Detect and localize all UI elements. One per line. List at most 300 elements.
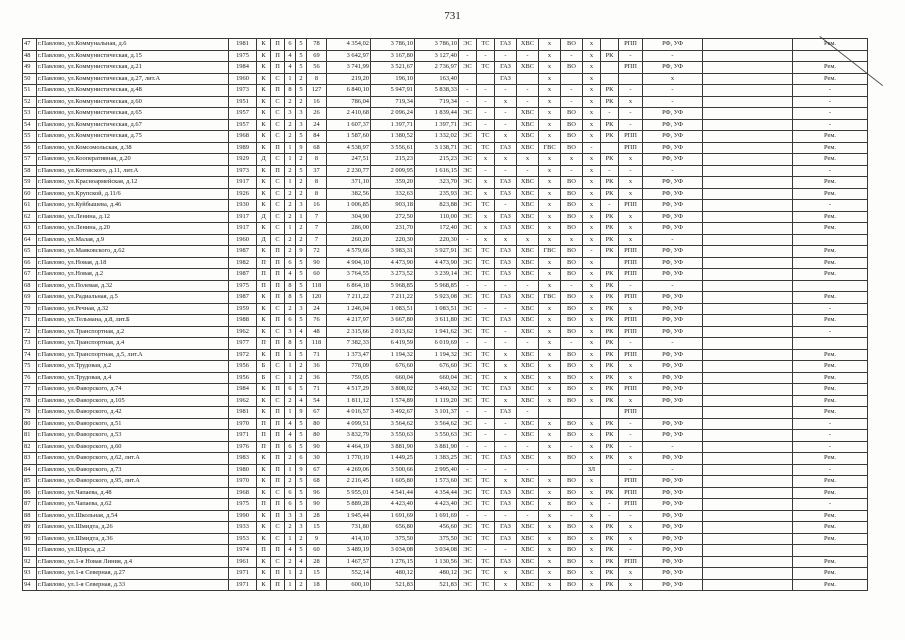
table-cell: 660,04 <box>371 372 415 384</box>
table-cell: ХВС <box>517 522 539 534</box>
table-cell: 1 <box>285 223 296 235</box>
table-cell: х <box>561 234 583 246</box>
table-cell: ВО <box>561 418 583 430</box>
table-cell: С <box>271 395 285 407</box>
table-cell: ЭС <box>459 315 477 327</box>
table-cell: 1971 <box>229 579 257 591</box>
table-cell: 731,80 <box>327 522 371 534</box>
table-cell: 87 <box>23 499 37 511</box>
table-cell: 375,50 <box>415 533 459 545</box>
table-cell: П <box>271 510 285 522</box>
table-cell: К <box>257 108 271 120</box>
table-cell: 5 <box>296 257 307 269</box>
table-cell: ХВС <box>517 62 539 74</box>
table-cell: 2 009,95 <box>371 165 415 177</box>
table-row <box>23 73 868 85</box>
table-cell: РК <box>601 211 619 223</box>
table-cell <box>703 395 793 407</box>
table-cell: ЭС <box>459 142 477 154</box>
table-cell: - <box>495 108 517 120</box>
table-cell: 6 019,69 <box>415 338 459 350</box>
table-cell: РК <box>601 96 619 108</box>
table-cell: 1917 <box>229 211 257 223</box>
table-cell: - <box>517 441 539 453</box>
table-cell: 1 397,71 <box>371 119 415 131</box>
table-cell: - <box>477 464 495 476</box>
table-cell: 1957 <box>229 108 257 120</box>
table-cell: х <box>619 453 643 465</box>
table-cell: ЭС <box>459 395 477 407</box>
table-cell: 2 <box>285 303 296 315</box>
table-cell: 1977 <box>229 338 257 350</box>
table-cell: 80 <box>23 418 37 430</box>
table-cell: РК <box>601 246 619 258</box>
table-cell: х <box>495 579 517 591</box>
table-cell: 480,12 <box>371 568 415 580</box>
table-cell: ХВС <box>517 545 539 557</box>
table-cell: ГАЗ <box>495 211 517 223</box>
table-cell: 1917 <box>229 177 257 189</box>
table-cell: 1 811,12 <box>327 395 371 407</box>
table-cell: 676,60 <box>371 361 415 373</box>
table-cell: П <box>271 579 285 591</box>
table-cell: - <box>477 418 495 430</box>
table-cell: РПП <box>619 39 643 51</box>
table-cell: 118 <box>307 280 327 292</box>
table-cell: ЭС <box>459 487 477 499</box>
table-cell: ГАЗ <box>495 223 517 235</box>
table-cell: 60 <box>23 188 37 200</box>
table-cell: 1962 <box>229 326 257 338</box>
table-cell: 1 587,60 <box>327 131 371 143</box>
table-cell: 5 <box>296 131 307 143</box>
table-cell: ВО <box>561 384 583 396</box>
table-cell: ГАЗ <box>495 487 517 499</box>
table-cell: П <box>271 430 285 442</box>
table-cell: 5 <box>296 292 307 304</box>
table-cell: х <box>539 361 561 373</box>
table-cell: 3 786,10 <box>415 39 459 51</box>
table-cell: РФ, УФ <box>643 384 703 396</box>
table-cell: 5 <box>296 269 307 281</box>
table-cell: 4 217,97 <box>327 315 371 327</box>
table-cell: х <box>539 200 561 212</box>
table-cell: - <box>459 464 477 476</box>
table-cell: 2 <box>285 188 296 200</box>
table-cell: 3 <box>285 326 296 338</box>
table-cell: К <box>257 292 271 304</box>
table-cell: 6 <box>285 384 296 396</box>
table-cell: К <box>257 464 271 476</box>
table-cell: К <box>257 142 271 154</box>
table-cell: ЭС <box>459 568 477 580</box>
table-cell: х <box>495 372 517 384</box>
table-cell: 66 <box>23 257 37 269</box>
table-cell: - <box>495 85 517 97</box>
table-cell: 7 <box>307 211 327 223</box>
table-cell: 8 <box>285 338 296 350</box>
table-cell: РПП <box>619 407 643 419</box>
table-cell: 24 <box>307 119 327 131</box>
table-cell <box>601 62 619 74</box>
table-cell: К <box>257 556 271 568</box>
table-cell: 1971 <box>229 430 257 442</box>
table-cell: 18 <box>307 579 327 591</box>
table-cell <box>459 73 477 85</box>
table-cell: Рем. <box>793 142 868 154</box>
table-cell: - <box>619 119 643 131</box>
table-cell: 4 904,10 <box>327 257 371 269</box>
table-cell: х <box>583 223 601 235</box>
table-cell: РФ, УФ <box>643 372 703 384</box>
table-cell: 3 489,19 <box>327 545 371 557</box>
table-cell: РК <box>601 441 619 453</box>
table-cell: г.Павлово, ул.Фаворского, д.53 <box>37 430 229 442</box>
table-row <box>23 154 868 166</box>
table-cell: 235,93 <box>415 188 459 200</box>
table-cell: - <box>459 407 477 419</box>
table-cell: Рем. <box>793 211 868 223</box>
table-cell: 81 <box>23 430 37 442</box>
table-cell: 2 <box>296 568 307 580</box>
table-cell: Рем. <box>793 269 868 281</box>
table-cell: - <box>477 303 495 315</box>
table-cell <box>703 269 793 281</box>
table-cell: 371,10 <box>327 177 371 189</box>
table-cell: х <box>539 533 561 545</box>
table-cell: РФ, УФ <box>643 476 703 488</box>
table-cell: ВО <box>561 487 583 499</box>
table-cell: г.Павлово, ул.Шмидта, д.26 <box>37 522 229 534</box>
table-cell: - <box>477 441 495 453</box>
table-cell: х <box>583 165 601 177</box>
table-cell: 54 <box>23 119 37 131</box>
table-cell: С <box>271 372 285 384</box>
table-cell: 3 492,67 <box>371 407 415 419</box>
table-cell: 88 <box>23 510 37 522</box>
table-cell: - <box>495 418 517 430</box>
table-cell: ВО <box>561 326 583 338</box>
table-cell: РФ, УФ <box>643 453 703 465</box>
table-cell: 1973 <box>229 165 257 177</box>
table-cell: 60 <box>307 545 327 557</box>
table-row <box>23 223 868 235</box>
table-cell <box>539 407 561 419</box>
table-cell: х <box>539 522 561 534</box>
table-cell: 1951 <box>229 96 257 108</box>
table-cell <box>703 142 793 154</box>
table-cell: К <box>257 188 271 200</box>
table-cell: х <box>583 441 601 453</box>
table-cell: 1 691,69 <box>371 510 415 522</box>
table-cell: 1975 <box>229 50 257 62</box>
table-cell: ЭС <box>459 223 477 235</box>
table-cell: 3 881,90 <box>371 441 415 453</box>
page-number: 731 <box>444 10 461 22</box>
table-cell: ТС <box>477 568 495 580</box>
table-cell: ХВС <box>517 476 539 488</box>
table-cell: 1 <box>285 579 296 591</box>
table-cell: - <box>619 50 643 62</box>
table-cell: - <box>459 234 477 246</box>
table-cell: РК <box>601 188 619 200</box>
table-cell: П <box>271 464 285 476</box>
table-cell: П <box>271 292 285 304</box>
table-cell: ВО <box>561 200 583 212</box>
table-cell: РФ, УФ <box>643 246 703 258</box>
table-cell: 1984 <box>229 62 257 74</box>
table-cell: х <box>619 177 643 189</box>
table-cell: 36 <box>307 361 327 373</box>
table-cell: 196,10 <box>371 73 415 85</box>
table-cell: ХВС <box>517 418 539 430</box>
table-cell: 84 <box>23 464 37 476</box>
table-cell: х <box>583 315 601 327</box>
table-cell: 47 <box>23 39 37 51</box>
table-cell: х <box>539 50 561 62</box>
table-cell: ГАЗ <box>495 62 517 74</box>
table-cell: 1968 <box>229 487 257 499</box>
table-cell: - <box>517 510 539 522</box>
table-row <box>23 246 868 258</box>
table-cell: 83 <box>23 453 37 465</box>
table-cell: 6 <box>296 453 307 465</box>
table-cell: РФ, УФ <box>643 499 703 511</box>
table-cell: ХВС <box>517 499 539 511</box>
table-cell: 5 968,85 <box>371 280 415 292</box>
table-cell: ТС <box>477 246 495 258</box>
table-row <box>23 510 868 522</box>
table-cell: 231,70 <box>371 223 415 235</box>
table-cell: ХВС <box>517 430 539 442</box>
table-cell: РФ, УФ <box>643 188 703 200</box>
table-cell: х <box>583 395 601 407</box>
table-cell: 5 <box>296 280 307 292</box>
table-cell: ТС <box>477 522 495 534</box>
table-cell: х <box>583 119 601 131</box>
table-cell: ВО <box>561 62 583 74</box>
table-row <box>23 108 868 120</box>
table-cell: 5 <box>296 349 307 361</box>
table-cell: 71 <box>307 349 327 361</box>
table-cell: х <box>477 188 495 200</box>
table-cell: 84 <box>307 131 327 143</box>
table-cell: ЭС <box>459 246 477 258</box>
table-cell: х <box>583 533 601 545</box>
table-cell: х <box>619 395 643 407</box>
table-cell: РФ, УФ <box>643 545 703 557</box>
table-cell: 55 <box>23 131 37 143</box>
table-cell: х <box>539 165 561 177</box>
table-cell: К <box>257 568 271 580</box>
table-cell: С <box>271 487 285 499</box>
table-cell: ТС <box>477 292 495 304</box>
table-row <box>23 39 868 51</box>
table-cell: 4 517,29 <box>327 384 371 396</box>
table-cell: ЭС <box>459 131 477 143</box>
table-cell: х <box>583 188 601 200</box>
table-cell: РФ, УФ <box>643 177 703 189</box>
table-cell: ВО <box>561 476 583 488</box>
table-cell: ВО <box>561 499 583 511</box>
table-cell: - <box>495 430 517 442</box>
table-cell: ЭС <box>459 326 477 338</box>
table-cell: г.Павлово, ул.Коммунистическая, д.15 <box>37 50 229 62</box>
table-cell: х <box>539 326 561 338</box>
table-cell: - <box>459 441 477 453</box>
table-cell: 7 211,22 <box>371 292 415 304</box>
table-cell: ТС <box>477 269 495 281</box>
table-cell: - <box>643 338 703 350</box>
table-cell: 2 <box>296 372 307 384</box>
table-cell: П <box>257 499 271 511</box>
table-cell: ЭС <box>459 533 477 545</box>
table-cell: С <box>271 361 285 373</box>
table-cell: 69 <box>23 292 37 304</box>
table-cell: х <box>583 476 601 488</box>
table-cell: ЭС <box>459 39 477 51</box>
table-cell: х <box>539 234 561 246</box>
table-cell: г.Павлово, ул.Коммунистическая, д.48 <box>37 85 229 97</box>
table-cell: г.Павлово, ул.Новая, д.18 <box>37 257 229 269</box>
table-cell: 1 605,80 <box>371 476 415 488</box>
table-cell: х <box>539 96 561 108</box>
table-cell: С <box>271 200 285 212</box>
table-cell: 823,88 <box>415 200 459 212</box>
table-cell: - <box>561 441 583 453</box>
table-cell: Рем. <box>793 568 868 580</box>
table-cell <box>703 223 793 235</box>
table-cell: 1930 <box>229 200 257 212</box>
table-cell: 1 <box>285 464 296 476</box>
table-cell: ЭС <box>459 119 477 131</box>
table-cell: Рем. <box>793 188 868 200</box>
table-cell: ВО <box>561 315 583 327</box>
table-cell: х <box>583 522 601 534</box>
table-cell: РФ, УФ <box>643 579 703 591</box>
table-cell: г.Павлово, ул.Новая, д.2 <box>37 269 229 281</box>
table-cell: 7 382,33 <box>327 338 371 350</box>
table-cell: РФ, УФ <box>643 200 703 212</box>
table-cell: ХВС <box>517 142 539 154</box>
table-cell: 172,40 <box>415 223 459 235</box>
table-cell: 4 <box>285 50 296 62</box>
table-cell: РК <box>601 568 619 580</box>
table-cell: х <box>619 211 643 223</box>
table-cell: ГАЗ <box>495 73 517 85</box>
table-cell: РК <box>601 326 619 338</box>
table-cell: РФ, УФ <box>643 349 703 361</box>
table-cell: 1987 <box>229 246 257 258</box>
table-cell: ТС <box>477 315 495 327</box>
table-cell: - <box>495 464 517 476</box>
table-cell: РФ, УФ <box>643 269 703 281</box>
table-cell <box>703 384 793 396</box>
table-cell: 30 <box>307 453 327 465</box>
table-cell: 70 <box>23 303 37 315</box>
table-cell: ГАЗ <box>495 292 517 304</box>
table-cell: К <box>257 522 271 534</box>
table-cell: П <box>271 499 285 511</box>
table-cell: - <box>793 441 868 453</box>
table-cell: 2 <box>285 522 296 534</box>
table-cell: П <box>271 476 285 488</box>
table-cell: - <box>643 441 703 453</box>
table-cell: 4 099,51 <box>327 418 371 430</box>
table-cell: 600,10 <box>327 579 371 591</box>
table-cell: РПП <box>619 349 643 361</box>
table-cell <box>703 349 793 361</box>
table-cell: 1957 <box>229 119 257 131</box>
table-cell: - <box>619 338 643 350</box>
table-cell: х <box>539 384 561 396</box>
table-cell: ВО <box>561 579 583 591</box>
table-cell: ЭС <box>459 361 477 373</box>
table-row <box>23 487 868 499</box>
table-cell: К <box>257 407 271 419</box>
table-cell: РФ, УФ <box>643 326 703 338</box>
table-row <box>23 499 868 511</box>
table-cell: 2 <box>296 533 307 545</box>
table-cell: П <box>257 280 271 292</box>
table-cell <box>703 108 793 120</box>
table-cell: 1960 <box>229 73 257 85</box>
table-cell: 67 <box>23 269 37 281</box>
table-cell: 9 <box>296 464 307 476</box>
table-cell: 3 741,99 <box>327 62 371 74</box>
table-cell: К <box>257 62 271 74</box>
table-cell: 2 <box>285 556 296 568</box>
table-cell: ТС <box>477 476 495 488</box>
table-cell <box>601 257 619 269</box>
table-cell: 58 <box>23 165 37 177</box>
table-cell: ТС <box>477 372 495 384</box>
table-cell <box>703 522 793 534</box>
table-cell: 2 <box>285 395 296 407</box>
table-cell: 2 <box>285 200 296 212</box>
table-cell <box>793 50 868 62</box>
table-cell: 5 <box>296 62 307 74</box>
table-cell <box>703 430 793 442</box>
table-cell: 68 <box>307 142 327 154</box>
table-cell: К <box>257 223 271 235</box>
table-cell: ВО <box>561 188 583 200</box>
table-cell: Рем. <box>793 522 868 534</box>
table-cell: х <box>619 188 643 200</box>
table-cell: 1 839,44 <box>415 108 459 120</box>
table-cell: РФ, УФ <box>643 257 703 269</box>
table-cell: 37 <box>307 165 327 177</box>
table-cell: 4 354,44 <box>415 487 459 499</box>
table-cell <box>703 579 793 591</box>
table-cell: К <box>257 487 271 499</box>
table-cell: 1960 <box>229 234 257 246</box>
table-cell: РФ, УФ <box>643 533 703 545</box>
housing-registry-table <box>22 38 868 591</box>
table-cell: 24 <box>307 303 327 315</box>
table-cell <box>703 407 793 419</box>
table-row <box>23 326 868 338</box>
table-cell: ВО <box>561 211 583 223</box>
table-cell: 5 955,01 <box>327 487 371 499</box>
table-row <box>23 280 868 292</box>
table-cell: 3 <box>296 200 307 212</box>
table-cell: ХВС <box>517 384 539 396</box>
table-cell: ВО <box>561 372 583 384</box>
table-cell: 3 <box>296 119 307 131</box>
table-cell: РПП <box>619 142 643 154</box>
table-cell: ТС <box>477 487 495 499</box>
